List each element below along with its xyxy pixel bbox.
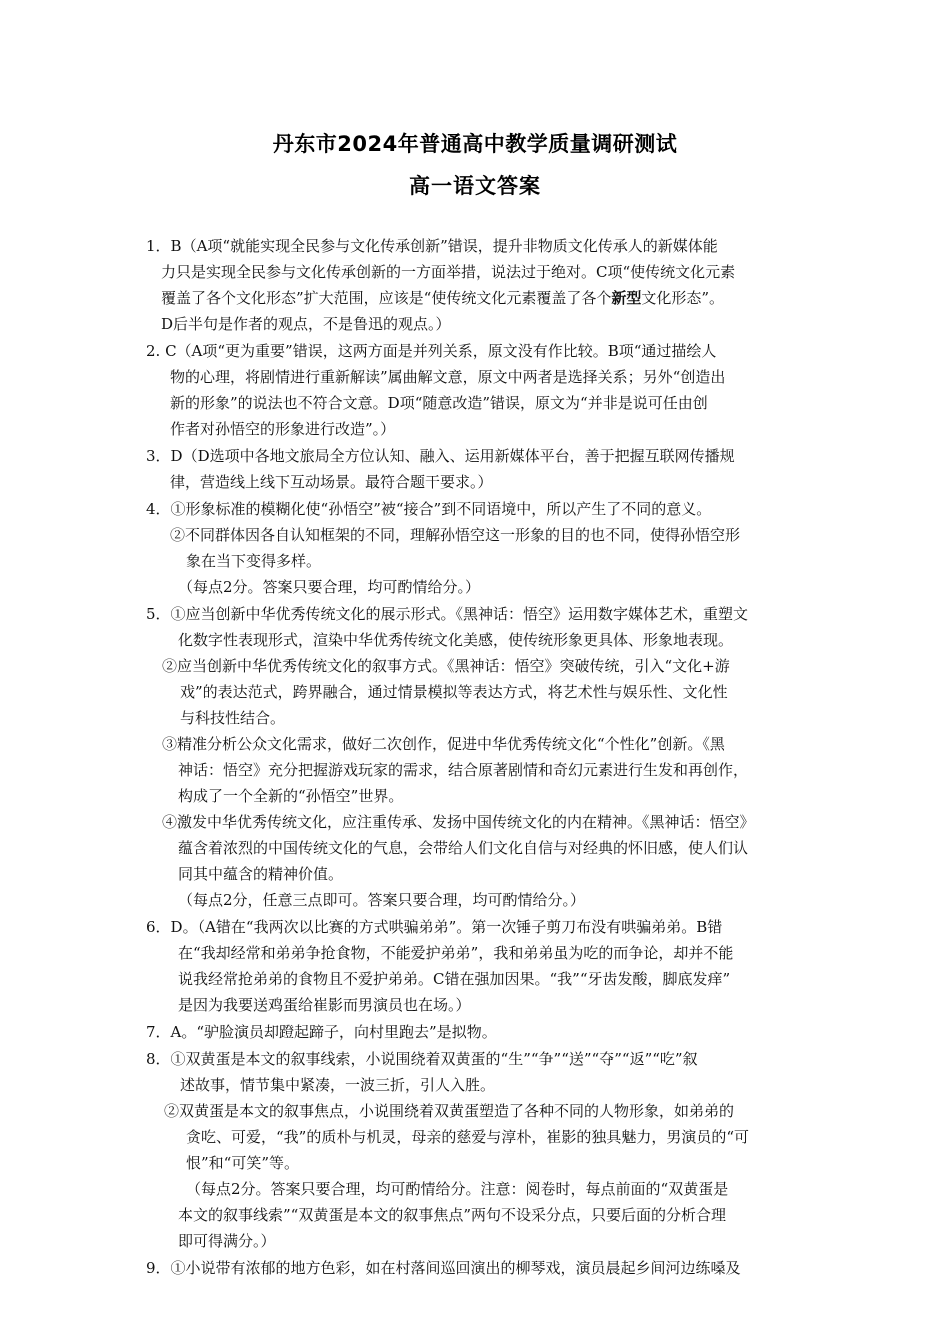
q5-line-3: ②应当创新中华优秀传统文化的叙事方式。《黑神话：悟空》突破传统，引入“文化+游 [162, 657, 730, 675]
q5-scoring-note: （每点2分，任意三点即可。答案只要合理，均可酌情给分。） [178, 891, 586, 909]
q8-line-3: ②双黄蛋是本文的叙事焦点，小说围绕着双黄蛋塑造了各种不同的人物形象，如弟弟的 [164, 1102, 735, 1120]
q3-line-1: 3．D（D选项中各地文旅局全方位认知、融入、运用新媒体平台，善于把握互联网传播规 [146, 447, 735, 465]
q6-line-1: 6．D。（A错在“我两次以比赛的方式哄骗弟弟”。第一次锤子剪刀布没有哄骗弟弟。B错 [146, 918, 723, 936]
q2-line-1: 2. C（A项“更为重要”错误，这两方面是并列关系，原文没有作比较。B项“通过描绘人 [146, 342, 717, 360]
q8-line-2: 述故事，情节集中紧凑，一波三折，引人入胜。 [180, 1076, 496, 1094]
q1-line-4: D后半句是作者的观点，不是鲁迅的观点。） [161, 315, 451, 333]
q5-line-9: ④激发中华优秀传统文化，应注重传承、发扬中国传统文化的内在精神。《黑神话：悟空》 [162, 813, 755, 831]
q8-scoring-note-3: 即可得满分。） [178, 1232, 276, 1250]
q4-scoring-note: （每点2分。答案只要合理，均可酌情给分。） [178, 578, 481, 596]
q5-line-6: ③精准分析公众文化需求，做好二次创作，促进中华优秀传统文化“个性化”创新。《黑 [162, 735, 725, 753]
q2-line-4: 作者对孙悟空的形象进行改造”。） [170, 420, 396, 438]
q3-line-2: 律，营造线上线下互动场景。最符合题干要求。） [170, 473, 493, 491]
q1-line-2: 力只是实现全民参与文化传承创新的一方面举措，说法过于绝对。C项“使传统文化元素 [161, 263, 736, 281]
q4-line-3: 象在当下变得多样。 [186, 552, 322, 570]
q5-line-8: 构成了一个全新的“孙悟空”世界。 [178, 787, 404, 805]
q9-line-1: 9．①小说带有浓郁的地方色彩，如在村落间巡回演出的柳琴戏，演员晨起乡间河边练嗓及 [146, 1259, 741, 1277]
q1-emphasis-text: 新型 [611, 289, 642, 307]
q5-line-4: 戏”的表达范式，跨界融合，通过情景模拟等表达方式，将艺术性与娱乐性、文化性 [180, 683, 728, 701]
q1-line-3-text: 覆盖了各个文化形态”扩大范围，应该是“使传统文化元素覆盖了各个 [161, 289, 612, 307]
q7-line-1: 7．A。“驴脸演员却蹬起蹄子，向村里跑去”是拟物。 [146, 1023, 497, 1041]
q5-line-10: 蕴含着浓烈的中国传统文化的气息，会带给人们文化自信与对经典的怀旧感，使人们认 [178, 839, 749, 857]
q1-line-3 [161, 288, 724, 308]
q1-line-1: 1．B（A项“就能实现全民参与文化传承创新”错误，提升非物质文化传承人的新媒体能 [146, 237, 718, 255]
q5-line-1: 5．①应当创新中华优秀传统文化的展示形式。《黑神话：悟空》运用数字媒体艺术，重塑文 [146, 605, 749, 623]
q6-line-3: 说我经常抢弟弟的食物且不爱护弟弟。C错在强加因果。“我”“牙齿发酸，脚底发痒” [178, 970, 731, 988]
q4-line-1: 4．①形象标准的模糊化使“孙悟空”被“接合”到不同语境中，所以产生了不同的意义。 [146, 500, 712, 518]
q5-line-5: 与科技性结合。 [180, 709, 286, 727]
q6-line-4: 是因为我要送鸡蛋给崔影而男演员也在场。） [178, 996, 471, 1014]
document-subtitle: 高一语文答案 [409, 174, 541, 198]
q5-line-11: 同其中蕴含的精神价值。 [178, 865, 344, 883]
q1-line-3-tail: 文化形态”。 [641, 289, 725, 307]
q6-line-2: 在“我却经常和弟弟争抢食物，不能爱护弟弟”，我和弟弟虽为吃的而争论，却并不能 [178, 944, 734, 962]
q8-scoring-note-1: （每点2分。答案只要合理，均可酌情给分。注意：阅卷时，每点前面的“双黄蛋是 [186, 1180, 729, 1198]
q8-line-4: 贪吃、可爱，“我”的质朴与机灵，母亲的慈爱与淳朴，崔影的独具魅力，男演员的“可 [186, 1128, 750, 1146]
q5-line-2: 化数字性表现形式，渲染中华优秀传统文化美感，使传统形象更具体、形象地表现。 [178, 631, 734, 649]
q8-line-1: 8．①双黄蛋是本文的叙事线索，小说围绕着双黄蛋的“生”“争”“送”“夺”“返”“吃”叙 [146, 1050, 698, 1068]
document-title: 丹东市2024年普通高中教学质量调研测试 [272, 132, 678, 156]
q8-scoring-note-2: 本文的叙事线索”“双黄蛋是本文的叙事焦点”两句不设采分点，只要后面的分析合理 [178, 1206, 727, 1224]
q2-line-2: 物的心理，将剧情进行重新解读”属曲解文意，原文中两者是选择关系；另外“创造出 [170, 368, 726, 386]
q2-line-3: 新的形象”的说法也不符合文意。D项“随意改造”错误，原文为“并非是说可任由创 [170, 394, 708, 412]
q8-line-5: 恨”和“可笑”等。 [186, 1154, 300, 1172]
q5-line-7: 神话：悟空》充分把握游戏玩家的需求，结合原著剧情和奇幻元素进行生发和再创作， [178, 761, 749, 779]
q4-line-2: ②不同群体因各自认知框架的不同，理解孙悟空这一形象的目的也不同，使得孙悟空形 [170, 526, 741, 544]
